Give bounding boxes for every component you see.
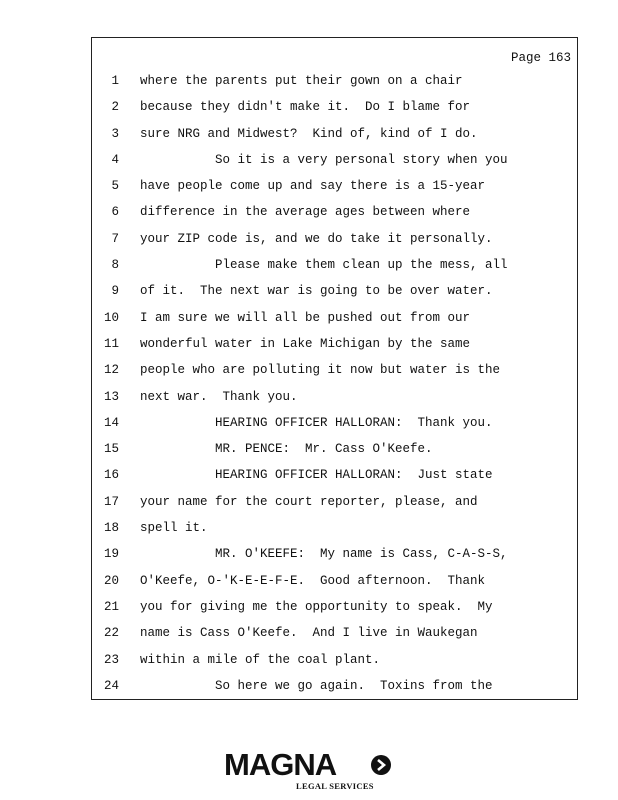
transcript-line [92, 202, 577, 228]
line-number: 21 [103, 599, 119, 614]
line-number: 15 [103, 442, 119, 457]
transcript-line [92, 124, 577, 150]
line-number: 4 [111, 152, 119, 167]
transcript-line [92, 71, 577, 97]
transcript-line [92, 334, 577, 360]
logo-subtitle: LEGAL SERVICES [296, 781, 374, 791]
line-text: wonderful water in Lake Michigan by the same [140, 336, 471, 351]
line-number: 6 [111, 205, 119, 220]
line-text: spell it. [140, 521, 208, 536]
line-number: 8 [111, 258, 119, 273]
line-number: 17 [103, 494, 119, 509]
line-number: 3 [111, 126, 119, 141]
line-text: sure NRG and Midwest? Kind of, kind of I do. [140, 126, 478, 141]
line-number: 23 [103, 652, 119, 667]
line-text: name is Cass O'Keefe. And I live in Waukegan [140, 626, 478, 641]
line-text: MR. O'KEEFE: My name is Cass, C-A-S-S, [140, 547, 508, 562]
transcript-page [91, 37, 578, 700]
line-number: 11 [103, 336, 119, 351]
line-number: 10 [103, 310, 119, 325]
line-text: HEARING OFFICER HALLORAN: Just state [140, 468, 493, 483]
transcript-line [92, 150, 577, 176]
line-text: HEARING OFFICER HALLORAN: Thank you. [140, 415, 493, 430]
line-text: within a mile of the coal plant. [140, 652, 381, 667]
line-text: your ZIP code is, and we do take it personally. [140, 231, 493, 246]
line-text: So here we go again. Toxins from the [140, 678, 493, 693]
transcript-line [92, 571, 577, 597]
line-number: 2 [111, 100, 119, 115]
line-text: So it is a very personal story when you [140, 152, 508, 167]
line-number: 20 [103, 573, 119, 588]
transcript-line [92, 518, 577, 544]
line-number: 9 [111, 284, 119, 299]
line-number: 24 [103, 678, 119, 693]
chevron-right-circle-icon [371, 755, 391, 775]
transcript-body [92, 71, 577, 702]
line-text: you for giving me the opportunity to speak. My [140, 599, 493, 614]
line-text: have people come up and say there is a 15-year [140, 179, 486, 194]
line-number: 1 [111, 74, 119, 88]
transcript-line [92, 597, 577, 623]
line-text: people who are polluting it now but water is the [140, 363, 501, 378]
transcript-line [92, 623, 577, 649]
line-text: I am sure we will all be pushed out from our [140, 310, 471, 325]
transcript-line [92, 360, 577, 386]
line-text: MR. PENCE: Mr. Cass O'Keefe. [140, 442, 433, 457]
transcript-line [92, 281, 577, 307]
transcript-line [92, 439, 577, 465]
transcript-line [92, 387, 577, 413]
transcript-line [92, 492, 577, 518]
transcript-line [92, 97, 577, 123]
line-number: 12 [103, 363, 119, 378]
line-text: next war. Thank you. [140, 389, 298, 404]
transcript-line [92, 465, 577, 491]
line-number: 19 [103, 547, 119, 562]
transcript-line [92, 176, 577, 202]
line-text: because they didn't make it. Do I blame for [140, 100, 471, 115]
line-number: 14 [103, 415, 119, 430]
transcript-line [92, 413, 577, 439]
line-number: 18 [103, 521, 119, 536]
line-text: your name for the court reporter, please, and [140, 494, 478, 509]
line-number: 13 [103, 389, 119, 404]
transcript-line [92, 308, 577, 334]
line-number: 7 [111, 231, 119, 246]
line-text: where the parents put their gown on a chair [140, 74, 463, 88]
transcript-line [92, 229, 577, 255]
transcript-line [92, 255, 577, 281]
line-text: of it. The next war is going to be over water. [140, 284, 493, 299]
line-text: Please make them clean up the mess, all [140, 258, 508, 273]
transcript-line [92, 650, 577, 676]
line-number: 22 [103, 626, 119, 641]
line-number: 5 [111, 179, 119, 194]
transcript-line [92, 676, 577, 702]
line-text: difference in the average ages between where [140, 205, 471, 220]
transcript-line [92, 544, 577, 570]
page-number: Page 163 [510, 51, 571, 65]
logo-wordmark: MAGNA [224, 747, 337, 782]
line-number: 16 [103, 468, 119, 483]
magna-logo [224, 748, 396, 792]
line-text: O'Keefe, O-'K-E-E-F-E. Good afternoon. Thank [140, 573, 486, 588]
